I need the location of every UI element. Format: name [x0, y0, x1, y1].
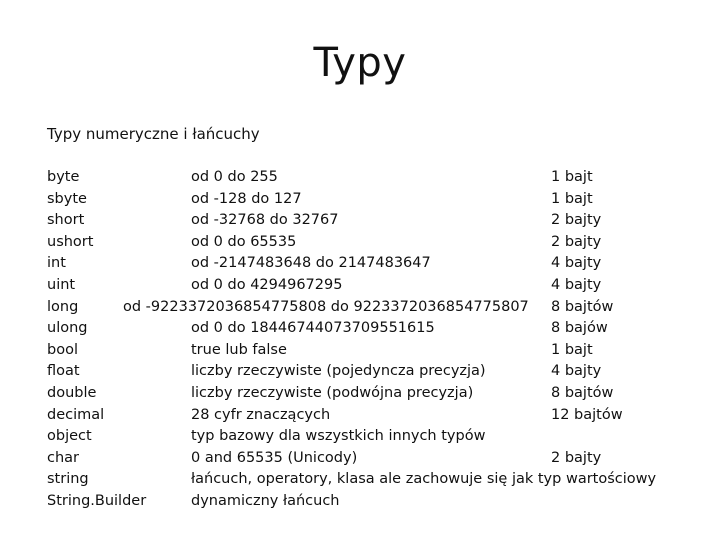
type-size: 12 bajtów — [551, 406, 623, 423]
type-range: 28 cyfr znaczących — [191, 406, 331, 423]
type-range: od -2147483648 do 2147483647 — [191, 255, 431, 272]
type-name: ulong — [47, 320, 88, 337]
table-row — [0, 253, 720, 275]
table-row — [0, 361, 720, 383]
type-range: od -9223372036854775808 do 9223372036854775807 — [123, 298, 529, 315]
table-row — [0, 318, 720, 340]
type-range: od -32768 do 32767 — [191, 212, 339, 229]
type-range: od 0 do 4294967295 — [191, 276, 343, 293]
type-size: 2 bajty — [551, 449, 602, 466]
type-name: int — [47, 255, 66, 272]
type-range: od 0 do 65535 — [191, 233, 297, 250]
type-range: liczby rzeczywiste (pojedyncza precyzja) — [191, 363, 486, 380]
type-size: 4 bajty — [551, 276, 602, 293]
type-range: od -128 do 127 — [191, 190, 302, 207]
table-row — [0, 167, 720, 189]
table-row — [0, 275, 720, 297]
table-row — [0, 297, 720, 319]
type-name: long — [47, 298, 79, 315]
table-row — [0, 340, 720, 362]
type-name: string — [47, 471, 89, 488]
type-name: ushort — [47, 233, 94, 250]
table-row — [0, 426, 720, 448]
table-row — [0, 189, 720, 211]
type-name: char — [47, 449, 80, 466]
table-row — [0, 232, 720, 254]
type-size: 4 bajty — [551, 363, 602, 380]
table-row — [0, 469, 720, 491]
type-size: 1 bajt — [551, 190, 593, 207]
type-range: dynamiczny łańcuch — [191, 492, 340, 509]
types-table — [0, 167, 720, 513]
table-row — [0, 383, 720, 405]
slide-subtitle: Typy numeryczne i łańcuchy — [47, 125, 260, 143]
type-size: 8 bajtów — [551, 298, 614, 315]
table-row — [0, 210, 720, 232]
type-range: łańcuch, operatory, klasa ale zachowuje się jak typ wartościowy — [191, 471, 657, 488]
type-name: byte — [47, 169, 80, 185]
table-row — [0, 491, 720, 513]
type-size: 1 bajt — [551, 341, 593, 358]
type-range: 0 and 65535 (Unicody) — [191, 449, 358, 466]
type-size: 1 bajt — [551, 169, 593, 185]
type-name: bool — [47, 341, 78, 358]
type-size: 2 bajty — [551, 212, 602, 229]
type-name: String.Builder — [47, 492, 147, 509]
type-size: 4 bajty — [551, 255, 602, 272]
type-name: object — [47, 428, 92, 445]
type-range: od 0 do 255 — [191, 169, 278, 185]
type-name: short — [47, 212, 85, 229]
type-range: liczby rzeczywiste (podwójna precyzja) — [191, 384, 474, 401]
type-size: 8 bajów — [551, 320, 608, 337]
type-range: typ bazowy dla wszystkich innych typów — [191, 428, 486, 445]
slide-title: Typy — [313, 40, 407, 86]
type-name: decimal — [47, 406, 105, 423]
type-range: true lub false — [191, 341, 287, 358]
type-size: 8 bajtów — [551, 384, 614, 401]
type-name: sbyte — [47, 190, 87, 207]
table-row — [0, 448, 720, 470]
type-name: double — [47, 384, 97, 401]
type-size: 2 bajty — [551, 233, 602, 250]
table-row — [0, 405, 720, 427]
type-range: od 0 do 18446744073709551615 — [191, 320, 435, 337]
type-name: float — [47, 363, 80, 380]
type-name: uint — [47, 276, 76, 293]
